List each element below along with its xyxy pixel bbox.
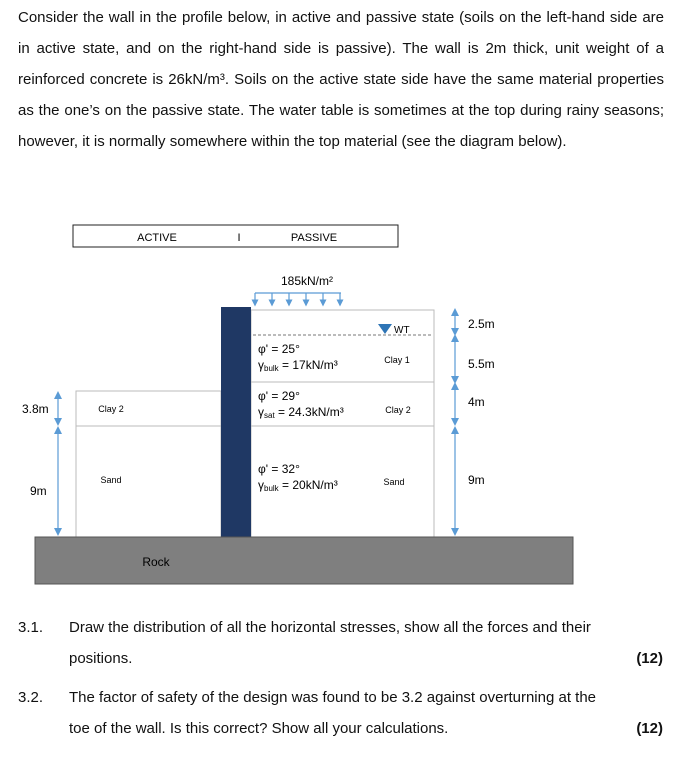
right-clay1b-dimension: 5.5m — [468, 357, 495, 371]
right-clay1-dimension: 2.5m — [468, 317, 495, 331]
question-text-line1: The factor of safety of the design was found to be 3.2 against overturning at the — [69, 689, 596, 706]
sand-gamma: γbulk = 20kN/m³ — [258, 478, 338, 493]
surcharge-label: 185kN/m² — [280, 274, 334, 288]
question-text-line2: positions. — [69, 650, 133, 667]
passive-label: PASSIVE — [290, 232, 338, 244]
water-table-label: WT — [394, 325, 410, 336]
right-clay2-dimension: 4m — [468, 395, 485, 409]
wall-profile-diagram — [0, 215, 691, 595]
question-3-1 — [0, 612, 691, 674]
active-label: ACTIVE — [137, 232, 177, 244]
retaining-wall — [221, 307, 251, 537]
right-clay2-label: Clay 2 — [385, 405, 411, 415]
sand-phi: φ' = 32° — [258, 462, 300, 476]
left-sand-dimension: 9m — [30, 484, 47, 498]
surcharge-arrows — [255, 293, 341, 303]
question-text-line1: Draw the distribution of all the horizontal stresses, show all the forces and their — [69, 619, 591, 636]
question-marks: (12) — [636, 720, 663, 737]
clay2-gamma: γsat = 24.3kN/m³ — [258, 405, 344, 420]
right-clay1-label: Clay 1 — [384, 355, 410, 365]
header-box — [73, 225, 398, 247]
question-marks: (12) — [636, 650, 663, 667]
question-number: 3.2. — [18, 689, 44, 706]
right-sand-label: Sand — [383, 477, 405, 487]
left-clay2-label: Clay 2 — [98, 404, 124, 414]
clay1-phi: φ' = 25° — [258, 342, 300, 356]
clay2-phi: φ' = 29° — [258, 389, 300, 403]
question-text-line2: toe of the wall. Is this correct? Show all your calculations. — [69, 720, 449, 737]
right-sand-dimension: 9m — [468, 473, 485, 487]
left-clay2-dimension: 3.8m — [22, 402, 49, 416]
rock-layer — [35, 537, 573, 584]
question-number: 3.1. — [18, 619, 44, 636]
rock-label: Rock — [142, 555, 170, 569]
clay1-gamma: γbulk = 17kN/m³ — [258, 358, 338, 373]
question-3-2 — [0, 682, 691, 744]
left-sand-layer — [76, 426, 221, 537]
intro-paragraph: Consider the wall in the profile below, in active and passive state (soils on the left-hand side are in active state, and on the right-hand side is passive). The wall is 2m thick, unit weight of a reinforced concrete is 26kN/m³. Soils on the active state side have the same material properties as the one’s on the passive state. The water table is sometimes at the top during rainy seasons; however, it is normally somewhere within the top material (see the diagram below). — [18, 9, 664, 150]
left-sand-label: Sand — [100, 475, 122, 485]
header-divider: I — [237, 232, 241, 244]
